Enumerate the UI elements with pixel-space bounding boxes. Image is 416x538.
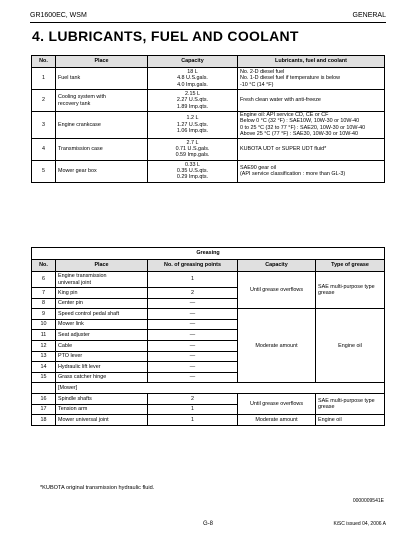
table-row bbox=[32, 112, 385, 139]
row-place: Engine crankcase bbox=[56, 112, 148, 139]
row-points: — bbox=[148, 362, 238, 373]
row-place: PTO lever bbox=[56, 351, 148, 362]
grease-type-cell: Engine oil bbox=[316, 415, 385, 426]
row-capacity: 1.2 L 1.27 U.S.qts. 1.06 Imp.qts. bbox=[148, 112, 238, 139]
section-row bbox=[32, 248, 385, 260]
table-row bbox=[32, 160, 385, 182]
row-points: 2 bbox=[148, 393, 238, 404]
row-no: 2 bbox=[32, 90, 56, 112]
row-place: Engine transmission universal joint bbox=[56, 272, 148, 288]
table-header-row bbox=[32, 56, 385, 68]
row-place: Transmission case bbox=[56, 138, 148, 160]
header-rule bbox=[30, 22, 386, 23]
row-place: Mower link bbox=[56, 319, 148, 330]
header-model: GR1600EC, WSM bbox=[30, 12, 87, 19]
row-no: 14 bbox=[32, 362, 56, 373]
document-code: 0000009541E bbox=[352, 498, 384, 504]
table-row bbox=[32, 68, 385, 90]
capacity-cell: Until grease overflows bbox=[238, 272, 316, 309]
row-points: — bbox=[148, 330, 238, 341]
row-lubricant: SAE90 gear oil (API service classification : more than GL-3) bbox=[238, 160, 385, 182]
row-no: 8 bbox=[32, 298, 56, 309]
col-points: No. of greasing points bbox=[148, 260, 238, 272]
row-place: Grass catcher hinge bbox=[56, 372, 148, 383]
row-place: Seat adjuster bbox=[56, 330, 148, 341]
footnote: *KUBOTA original transmission hydraulic fluid. bbox=[40, 485, 155, 491]
row-lubricant: Engine oil: API service CD, CE or CF Below 0 °C (32 °F) : SAE10W, 10W-30 or 10W-40 0 to 25 °C (32 to 77 °F) : SAE20, 10W-30 or 10W-40 Above 25 °C (77 °F) : SAE30, 10W-30 or 10W-40 bbox=[238, 112, 385, 139]
row-no: 9 bbox=[32, 309, 56, 320]
col-no: No. bbox=[32, 56, 56, 68]
capacity-cell: Until grease overflows bbox=[238, 393, 316, 414]
row-no: 13 bbox=[32, 351, 56, 362]
greasing-table bbox=[31, 247, 385, 426]
col-no: No. bbox=[32, 260, 56, 272]
row-no: 16 bbox=[32, 393, 56, 404]
row-place: Spindle shafts bbox=[56, 393, 148, 404]
grease-type-cell: SAE multi-purpose type grease bbox=[316, 272, 385, 309]
mower-label: [Mower] bbox=[56, 383, 385, 394]
row-place: Fuel tank bbox=[56, 68, 148, 90]
row-no: 15 bbox=[32, 372, 56, 383]
row-place: Speed control pedal shaft bbox=[56, 309, 148, 320]
row-place: Mower universal joint bbox=[56, 415, 148, 426]
row-no: 11 bbox=[32, 330, 56, 341]
row-capacity: 2.7 L 0.71 U.S.gals. 0.59 Imp.gals. bbox=[148, 138, 238, 160]
row-no: 18 bbox=[32, 415, 56, 426]
row-no: 12 bbox=[32, 340, 56, 351]
row-place: Cooling system with recovery tank bbox=[56, 90, 148, 112]
row-no: 4 bbox=[32, 138, 56, 160]
header-section: GENERAL bbox=[352, 12, 386, 19]
row-no: 17 bbox=[32, 404, 56, 415]
row-place: Center pin bbox=[56, 298, 148, 309]
row-lubricant: No. 2-D diesel fuel No. 1-D diesel fuel if temperature is below -10 °C (14 °F) bbox=[238, 68, 385, 90]
col-capacity: Capacity bbox=[148, 56, 238, 68]
row-capacity: 0.33 L 0.35 U.S.qts. 0.29 Imp.qts. bbox=[148, 160, 238, 182]
table-row bbox=[32, 415, 385, 426]
row-points: — bbox=[148, 351, 238, 362]
row-points: — bbox=[148, 309, 238, 320]
col-place: Place bbox=[56, 56, 148, 68]
table-row bbox=[32, 393, 385, 404]
row-points: — bbox=[148, 298, 238, 309]
capacity-cell: Moderate amount bbox=[238, 309, 316, 383]
row-points: 1 bbox=[148, 415, 238, 426]
row-no: 10 bbox=[32, 319, 56, 330]
row-no: 7 bbox=[32, 288, 56, 299]
col-capacity: Capacity bbox=[238, 260, 316, 272]
row-points: 1 bbox=[148, 272, 238, 288]
row-place: Tension arm bbox=[56, 404, 148, 415]
col-place: Place bbox=[56, 260, 148, 272]
row-points: — bbox=[148, 340, 238, 351]
col-lubricant: Lubricants, fuel and coolant bbox=[238, 56, 385, 68]
table-row bbox=[32, 90, 385, 112]
row-points: 2 bbox=[148, 288, 238, 299]
row-points: — bbox=[148, 372, 238, 383]
row-place: King pin bbox=[56, 288, 148, 299]
row-place: Cable bbox=[56, 340, 148, 351]
page-title: 4. LUBRICANTS, FUEL AND COOLANT bbox=[32, 28, 299, 44]
row-capacity: 2.15 L 2.27 U.S.qts. 1.89 Imp.qts. bbox=[148, 90, 238, 112]
row-lubricant: KUBOTA UDT or SUPER UDT fluid* bbox=[238, 138, 385, 160]
issue-date: KiSC issued 04, 2006 A bbox=[333, 521, 386, 527]
row-no: 5 bbox=[32, 160, 56, 182]
page-number: G-8 bbox=[202, 521, 213, 527]
row-place: Mower gear box bbox=[56, 160, 148, 182]
row-points: — bbox=[148, 319, 238, 330]
row-points: 1 bbox=[148, 404, 238, 415]
table-header-row bbox=[32, 260, 385, 272]
table-row bbox=[32, 272, 385, 288]
table-row bbox=[32, 309, 385, 320]
col-type: Type of grease bbox=[316, 260, 385, 272]
grease-type-cell: Engine oil bbox=[316, 309, 385, 383]
lubricants-table bbox=[31, 55, 385, 183]
grease-type-cell: SAE multi-purpose type grease bbox=[316, 393, 385, 414]
row-no: 3 bbox=[32, 112, 56, 139]
row-place: Hydraulic lift lever bbox=[56, 362, 148, 373]
row-no: 6 bbox=[32, 272, 56, 288]
row-capacity: 18 L 4.8 U.S.gals. 4.0 Imp.gals. bbox=[148, 68, 238, 90]
table-row bbox=[32, 138, 385, 160]
section-title: Greasing bbox=[32, 248, 385, 260]
capacity-cell: Moderate amount bbox=[238, 415, 316, 426]
row-no: 1 bbox=[32, 68, 56, 90]
mower-section-row bbox=[32, 383, 385, 394]
row-lubricant: Fresh clean water with anti-freeze bbox=[238, 90, 385, 112]
